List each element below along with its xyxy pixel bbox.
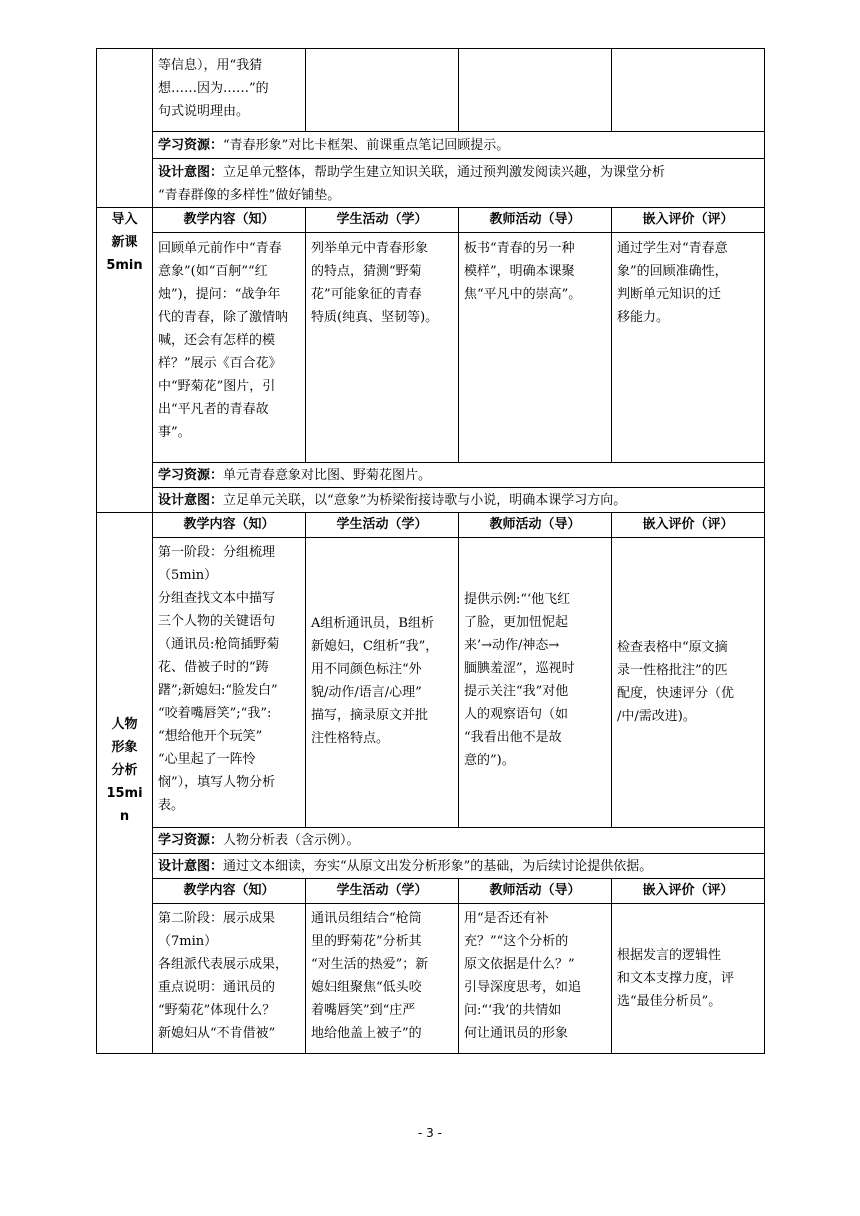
section-name-intro xyxy=(97,208,153,513)
text-line: 判断单元知识的迁 xyxy=(617,287,722,302)
text-line: 模样”，明确本课聚 xyxy=(464,264,575,279)
text-line: 貌/动作/语言/心理” xyxy=(311,685,422,700)
text-line: （5min） xyxy=(158,568,218,583)
text-line: 新媳妇，C组析“我”， xyxy=(311,639,439,654)
text-line: 焦“平凡中的崇高”。 xyxy=(464,287,582,302)
text-line: 选“最佳分析员”。 xyxy=(617,994,722,1009)
content-cell xyxy=(153,538,306,828)
resource-text: “青春形象”对比卡框架、前课重点笔记回顾提示。 xyxy=(223,137,510,153)
text-line: 第二阶段：展示成果 xyxy=(158,911,276,926)
intent-text: 通过文本细读，夯实“从原文出发分析形象”的基础，为后续讨论提供依据。 xyxy=(223,858,653,874)
text-line: 出“平凡者的青春故 xyxy=(158,402,269,417)
content-text xyxy=(158,904,300,1045)
header-student: 学生活动（学） xyxy=(306,513,459,538)
text-line: 花”可能象征的青春 xyxy=(311,287,422,302)
text-line: 花、借被子时的“踌 xyxy=(158,660,269,675)
text-line: 15min xyxy=(106,786,143,824)
header-content: 教学内容（知） xyxy=(153,208,306,233)
text-line: 表。 xyxy=(158,798,185,813)
text-line: 检查表格中“原文摘 xyxy=(617,640,728,655)
text-line: 问:“‘我’的共情如 xyxy=(464,1003,562,1018)
header-teacher: 教师活动（导） xyxy=(459,513,612,538)
text-line: 用“是否还有补 xyxy=(464,911,549,926)
eval-cell xyxy=(612,233,765,463)
text-line: 代的青春，除了激情呐 xyxy=(158,310,289,325)
teacher-cell xyxy=(459,904,612,1054)
section-name-text xyxy=(102,208,147,277)
intent-text: 立足单元整体，帮助学生建立知识关联，通过预判激发阅读兴趣，为课堂分析 xyxy=(223,165,666,180)
text-line: 充？”“这个分析的 xyxy=(464,934,569,949)
text-line: 烛”)，提问：“战争年 xyxy=(158,287,281,302)
text-line: 的特点，猜测“野菊 xyxy=(311,264,422,279)
resource-row xyxy=(153,828,765,854)
header-content: 教学内容（知） xyxy=(153,513,306,538)
student-cell xyxy=(306,538,459,828)
teacher-text xyxy=(464,904,606,1045)
text-line: 用不同颜色标注“外 xyxy=(311,662,422,677)
text-line: 来’→动作/神态→ xyxy=(464,638,560,653)
text-line: 人的观察语句（如 xyxy=(464,707,569,722)
text-line: 了脸，更加忸怩起 xyxy=(464,615,569,630)
header-teacher: 教师活动（导） xyxy=(459,208,612,233)
content-text xyxy=(158,538,300,817)
text-line: “心里起了一阵怜 xyxy=(158,752,256,767)
text-line: A组析通讯员，B组析 xyxy=(311,616,434,631)
resource-row xyxy=(153,132,765,159)
intent-label: 设计意图： xyxy=(158,165,224,180)
text-line: 描写，摘录原文并批 xyxy=(311,708,429,723)
text-line: 注性格特点。 xyxy=(311,731,390,746)
eval-cell xyxy=(612,49,765,132)
section-name-text xyxy=(102,713,147,828)
text-line: 想……因为……”的 xyxy=(158,81,269,96)
text-line: 录一性格批注”的匹 xyxy=(617,663,728,678)
intent-row xyxy=(153,854,765,879)
text-line: 新课 xyxy=(111,235,138,250)
text-line: “想给他开个玩笑” xyxy=(158,729,263,744)
header-eval: 嵌入评价（评） xyxy=(612,513,765,538)
text-line: 提供示例:“‘他飞红 xyxy=(464,592,571,607)
text-line: 移能力。 xyxy=(617,310,670,325)
intent-label: 设计意图： xyxy=(158,492,224,508)
header-content: 教学内容（知） xyxy=(153,879,306,904)
student-cell xyxy=(306,49,459,132)
text-line: 躇”;新媳妇:“脸发白” xyxy=(158,683,278,698)
text-line: 喊，还会有怎样的模 xyxy=(158,333,276,348)
content-text xyxy=(158,233,300,444)
resource-label: 学习资源： xyxy=(158,137,224,153)
intent-row xyxy=(153,488,765,513)
text-line: 人物 xyxy=(111,717,138,732)
text-line: 媳妇组聚焦“低头咬 xyxy=(311,980,422,995)
intent-text: “青春群像的多样性”做好铺垫。 xyxy=(158,188,341,203)
resource-row xyxy=(153,463,765,488)
text-line: 列举单元中青春形象 xyxy=(311,241,429,256)
text-line: 事”。 xyxy=(158,425,191,440)
text-line: 提示关注“我”对他 xyxy=(464,684,569,699)
section-name-cell xyxy=(97,49,153,208)
text-line: “对生活的热爱”；新 xyxy=(311,957,429,972)
student-text xyxy=(311,538,453,750)
teacher-text xyxy=(464,233,606,306)
text-line: 5min xyxy=(106,258,143,273)
eval-text xyxy=(617,538,759,728)
eval-text xyxy=(617,944,759,1013)
text-line: 新媳妇从“不肯借被” xyxy=(158,1026,276,1041)
text-line: 中“野菊花”图片，引 xyxy=(158,379,276,394)
header-eval: 嵌入评价（评） xyxy=(612,879,765,904)
text-line: 板书“青春的另一种 xyxy=(464,241,575,256)
eval-text xyxy=(617,233,759,329)
teacher-cell xyxy=(459,49,612,132)
header-teacher: 教师活动（导） xyxy=(459,879,612,904)
text-line: 通过学生对“青春意 xyxy=(617,241,728,256)
text-line: 悯”），填写人物分析 xyxy=(158,775,276,790)
resource-text: 单元青春意象对比图、野菊花图片。 xyxy=(223,467,432,483)
text-line: “我看出他不是故 xyxy=(464,730,562,745)
content-cell xyxy=(153,233,306,463)
teacher-cell xyxy=(459,233,612,463)
text-line: 着嘴唇笑”到“庄严 xyxy=(311,1003,416,1018)
text-line: 意象”(如“百舸”“红 xyxy=(158,264,268,279)
intent-row xyxy=(153,159,765,208)
text-line: “咬着嘴唇笑”;“我”: xyxy=(158,706,272,721)
text-line: 意的”)。 xyxy=(464,753,515,768)
resource-label: 学习资源： xyxy=(158,467,224,483)
content-cell xyxy=(153,49,306,132)
header-student: 学生活动（学） xyxy=(306,879,459,904)
text-line: 通讯员组结合“枪筒 xyxy=(311,911,422,926)
text-line: 等信息），用“我猜 xyxy=(158,58,263,73)
text-line: 根据发言的逻辑性 xyxy=(617,948,722,963)
student-cell xyxy=(306,904,459,1054)
text-line: 腼腆羞涩”，巡视时 xyxy=(464,661,575,676)
student-cell xyxy=(306,233,459,463)
text-line: /中/需改进)。 xyxy=(617,709,696,724)
text-line: 地给他盖上被子”的 xyxy=(311,1026,422,1041)
header-student: 学生活动（学） xyxy=(306,208,459,233)
text-line: 句式说明理由。 xyxy=(158,104,250,119)
text-line: 引导深度思考，如追 xyxy=(464,980,582,995)
text-line: （通讯员:枪筒插野菊 xyxy=(158,637,280,652)
content-cell xyxy=(153,904,306,1054)
text-line: 特质(纯真、坚韧等)。 xyxy=(311,310,439,325)
text-line: 原文依据是什么？” xyxy=(464,957,575,972)
teacher-cell xyxy=(459,538,612,828)
text-line: 样？”展示《百合花》 xyxy=(158,356,282,371)
text-line: 何让通讯员的形象 xyxy=(464,1026,569,1041)
text-line: 象”的回顾准确性， xyxy=(617,264,728,279)
intent-label: 设计意图： xyxy=(158,858,224,874)
section-name-analysis xyxy=(97,513,153,1054)
intent-text: 立足单元关联，以“意象”为桥梁衔接诗歌与小说，明确本课学习方向。 xyxy=(223,492,627,508)
content-text xyxy=(158,49,300,123)
text-line: （7min） xyxy=(158,934,218,949)
text-line: 里的野菊花”分析其 xyxy=(311,934,422,949)
header-eval: 嵌入评价（评） xyxy=(612,208,765,233)
student-text xyxy=(311,904,453,1045)
resource-text: 人物分析表（含示例）。 xyxy=(223,833,360,848)
text-line: 分析 xyxy=(111,763,138,778)
eval-cell xyxy=(612,904,765,1054)
text-line: 回顾单元前作中“青春 xyxy=(158,241,282,256)
text-line: 三个人物的关键语句 xyxy=(158,614,276,629)
page-number: - 3 - xyxy=(418,1126,442,1140)
eval-cell xyxy=(612,538,765,828)
text-line: 各组派代表展示成果， xyxy=(158,957,289,972)
resource-label: 学习资源： xyxy=(158,833,224,848)
text-line: 第一阶段：分组梳理 xyxy=(158,545,276,560)
text-line: 分组查找文本中描写 xyxy=(158,591,276,606)
lesson-plan-table xyxy=(96,48,765,1054)
student-text xyxy=(311,233,453,329)
text-line: 配度，快速评分（优 xyxy=(617,686,735,701)
text-line: “野菊花”体现什么？ xyxy=(158,1003,276,1018)
teacher-text xyxy=(464,538,606,772)
text-line: 和文本支撑力度，评 xyxy=(617,971,735,986)
text-line: 导入 xyxy=(111,212,138,227)
text-line: 重点说明：通讯员的 xyxy=(158,980,276,995)
text-line: 形象 xyxy=(111,740,138,755)
